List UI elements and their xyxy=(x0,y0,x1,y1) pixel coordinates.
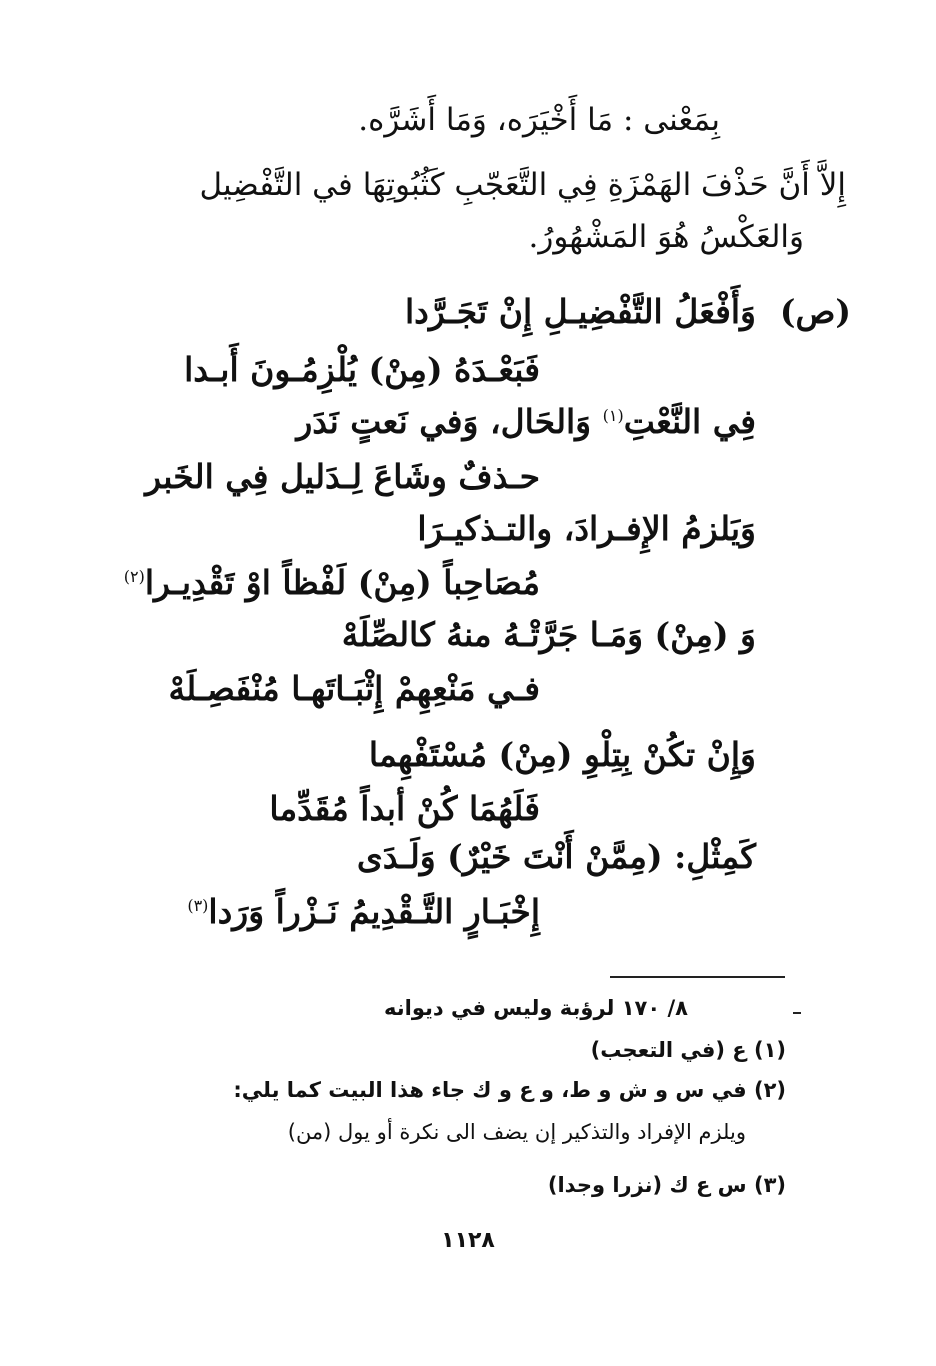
footnote-carryover: ٨/ ١٧٠ لرؤبة وليس في ديوانه xyxy=(384,996,688,1020)
verse-6-second-hemistich xyxy=(187,892,540,931)
verse-3-second-hemistich xyxy=(123,563,540,602)
footnote-2-verse: ويلزم الإفراد والتذكير إن يضف الى نكرة أو يول (من) xyxy=(287,1120,746,1144)
verse-2-second-hemistich: حـذفٌ وشَاعَ لِـدَليل فِي الخَبر xyxy=(145,457,540,496)
footnote-ref-1: (١) xyxy=(602,406,624,425)
page-number: ١١٢٨ xyxy=(441,1228,495,1253)
footnote-ref-2: (٢) xyxy=(123,567,145,586)
footnote-3: (٣) س ع ك (نزرا وجدا) xyxy=(547,1173,786,1197)
verse-1-first-hemistich: وَأَفْعَلُ التَّفْضِيـلِ إِنْ تَجَـرَّدا xyxy=(405,292,756,331)
verse-1-second-hemistich: فَبَعْـدَهُ (مِنْ) يُلْزِمُـونَ أَبـدا xyxy=(184,350,540,389)
section-marker: (ص) xyxy=(779,292,851,331)
verse-3-first-hemistich: وَيَلزمُ الإِفـرادَ، والتـذكيـرَا xyxy=(417,509,756,548)
continuation-mark xyxy=(793,1012,801,1014)
verse-3b-text: مُصَاحِباً (مِنْ) لَفْظاً اوْ تَقْدِيـرا xyxy=(144,563,540,602)
verse-4-first-hemistich: وَ (مِنْ) وَمَـا جَرَّتْـهُ منهُ كالصِّلَهْ xyxy=(341,615,756,654)
footnote-2: (٢) في س و ش و ط، و ع و ك جاء هذا البيت كما يلي: xyxy=(233,1078,786,1102)
prose-line-1: بِمَعْنى : مَا أَخْيَرَه، وَمَا أَشَرَّه. xyxy=(358,102,720,138)
verse-6-first-hemistich: كَمِثْلِ: (مِمَّنْ أَنْتَ خَيْرٌ) وَلَـدَى xyxy=(356,837,756,876)
verse-5-first-hemistich: وَإِنْ تكُنْ بِتِلْوِ (مِنْ) مُسْتَفْهِما xyxy=(368,735,756,774)
footnote-separator xyxy=(610,976,785,978)
verse-6b-text: إِخْبَـارٍ التَّـقْدِيمُ نَـزْراً وَرَدا xyxy=(208,892,540,931)
verse-5-second-hemistich: فَلَهُمَا كُنْ أبداً مُقَدِّما xyxy=(269,789,540,828)
prose-line-3: وَالعَكْسُ هُوَ المَشْهُورُ. xyxy=(528,219,804,255)
verse-2-text: فِي النَّعْتِ xyxy=(623,402,756,441)
verse-4-second-hemistich: فـي مَنْعِهِمْ إِثْبَـاتَهـا مُنْفَصِـلَهْ xyxy=(168,669,540,708)
verse-2-first-hemistich xyxy=(296,402,756,441)
verse-2-text-rest: وَالحَال، وَفي نَعتٍ نَدَر xyxy=(296,402,592,441)
footnote-1: (١) ع (في التعجب) xyxy=(590,1038,786,1062)
footnote-ref-3: (٣) xyxy=(187,896,209,915)
prose-line-2: إِلاَّ أَنَّ حَذْفَ الهَمْزَةِ فِي التَّعَجّبِ كَثُبُوتِهَا في التَّفْضِيل xyxy=(199,167,846,203)
